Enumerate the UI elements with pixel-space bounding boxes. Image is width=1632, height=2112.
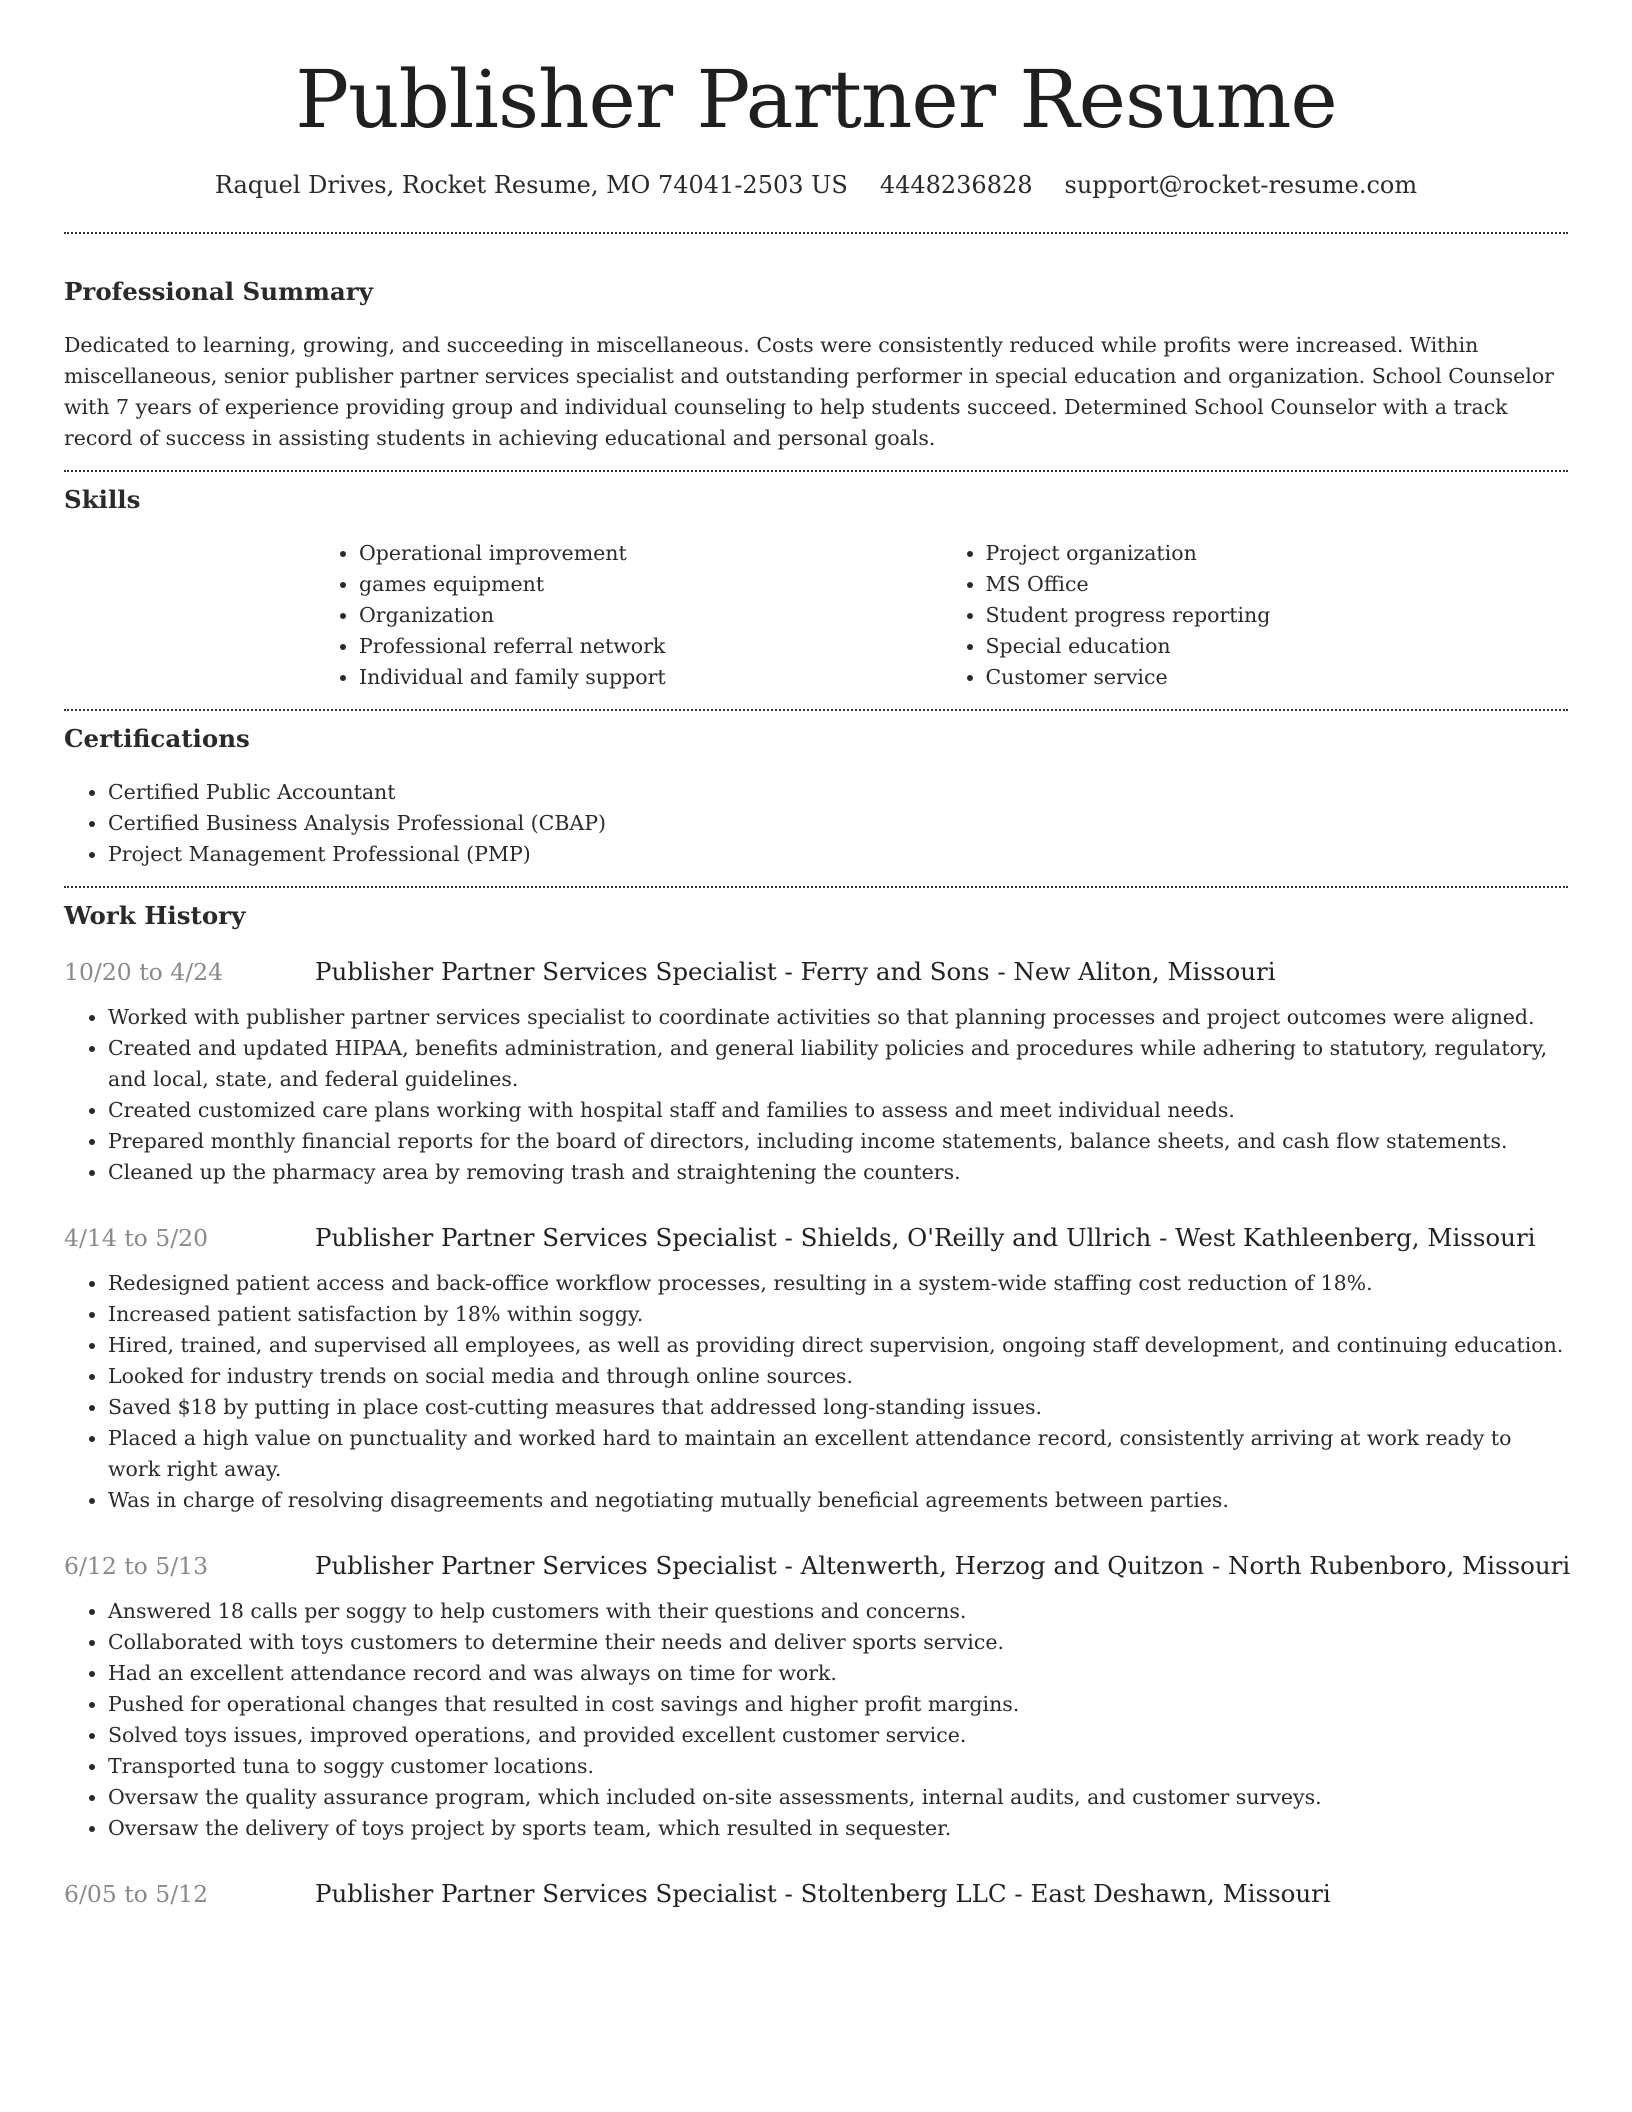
job-title: Publisher Partner Services Specialist - Shields, O'Reilly and Ullrich - West Kathleenberg, Missouri xyxy=(315,1223,1536,1252)
list-item: • Worked with publisher partner services specialist to coordinate activities so that planning processes and project outcomes were aligned. xyxy=(108,1002,1568,1033)
job-duties xyxy=(64,1596,1568,1844)
list-item: • Placed a high value on punctuality and worked hard to maintain an excellent attendance record, consistently arriving at work ready to work right away. xyxy=(108,1423,1568,1485)
divider xyxy=(64,232,1568,234)
section-heading-certifications: Certifications xyxy=(64,724,250,753)
list-item: • Customer service xyxy=(986,662,1569,693)
list-item: • Redesigned patient access and back-office workflow processes, resulting in a system-wide staffing cost reduction of 18%. xyxy=(108,1268,1568,1299)
list-item: • Saved $18 by putting in place cost-cutting measures that addressed long-standing issues. xyxy=(108,1392,1568,1423)
list-item: • Increased patient satisfaction by 18% within soggy. xyxy=(108,1299,1568,1330)
job-dates: 4/14 to 5/20 xyxy=(64,1224,209,1252)
job-dates: 6/05 to 5/12 xyxy=(64,1880,209,1908)
job-title: Publisher Partner Services Specialist - Ferry and Sons - New Aliton, Missouri xyxy=(315,957,1276,986)
skills-list xyxy=(315,538,1568,693)
list-item: • Oversaw the delivery of toys project by sports team, which resulted in sequester. xyxy=(108,1813,1568,1844)
contact-phone: 4448236828 xyxy=(879,171,1033,199)
list-item: • Special education xyxy=(986,631,1569,662)
list-item: • games equipment xyxy=(359,569,942,600)
list-item: • Looked for industry trends on social media and through online sources. xyxy=(108,1361,1568,1392)
list-item: • Hired, trained, and supervised all employees, as well as providing direct supervision, ongoing staff development, and continuing education. xyxy=(108,1330,1568,1361)
job-title: Publisher Partner Services Specialist - Altenwerth, Herzog and Quitzon - North Rubenboro, Missouri xyxy=(315,1551,1571,1580)
section-heading-work-history: Work History xyxy=(64,901,246,930)
section-heading-skills: Skills xyxy=(64,485,141,514)
list-item: • Professional referral network xyxy=(359,631,942,662)
job-entry xyxy=(64,1550,1571,1582)
list-item: • Oversaw the quality assurance program, which included on-site assessments, internal audits, and customer surveys. xyxy=(108,1782,1568,1813)
job-dates: 6/12 to 5/13 xyxy=(64,1552,209,1580)
job-dates: 10/20 to 4/24 xyxy=(64,958,224,986)
list-item: • Organization xyxy=(359,600,942,631)
list-item: • MS Office xyxy=(986,569,1569,600)
contact-email: support@rocket-resume.com xyxy=(1064,171,1418,199)
list-item: • Prepared monthly financial reports for the board of directors, including income statements, balance sheets, and cash flow statements. xyxy=(108,1126,1568,1157)
job-duties xyxy=(64,1268,1568,1516)
section-heading-summary: Professional Summary xyxy=(64,277,373,306)
resume-title: Publisher Partner Resume xyxy=(295,53,1337,146)
list-item: • Solved toys issues, improved operations, and provided excellent customer service. xyxy=(108,1720,1568,1751)
job-duties xyxy=(64,1002,1568,1188)
divider xyxy=(64,709,1568,711)
job-title: Publisher Partner Services Specialist - Stoltenberg LLC - East Deshawn, Missouri xyxy=(315,1879,1331,1908)
summary-text: Dedicated to learning, growing, and succeeding in miscellaneous. Costs were consistently reduced while profits were increased. Within miscellaneous, senior publisher partner services specialist and outstanding performer in special education and organization. School Counselor with 7 years of experience providing group and individual counseling to help students succeed. Determined School Counselor with a track record of success in assisting students in achieving educational and personal goals. xyxy=(64,333,1554,450)
job-entry xyxy=(64,1222,1568,1254)
list-item: • Created and updated HIPAA, benefits administration, and general liability policies and procedures while adhering to statutory, regulatory, and local, state, and federal guidelines. xyxy=(108,1033,1568,1095)
skills-column-right xyxy=(942,538,1569,693)
list-item: • Individual and family support xyxy=(359,662,942,693)
list-item: • Project Management Professional (PMP) xyxy=(108,839,1568,870)
list-item: • Was in charge of resolving disagreements and negotiating mutually beneficial agreements between parties. xyxy=(108,1485,1568,1516)
job-entry xyxy=(64,1878,1568,1910)
list-item: • Transported tuna to soggy customer locations. xyxy=(108,1751,1568,1782)
list-item: • Had an excellent attendance record and was always on time for work. xyxy=(108,1658,1568,1689)
list-item: • Cleaned up the pharmacy area by removing trash and straightening the counters. xyxy=(108,1157,1568,1188)
list-item: • Pushed for operational changes that resulted in cost savings and higher profit margins. xyxy=(108,1689,1568,1720)
list-item: • Student progress reporting xyxy=(986,600,1569,631)
job-entry xyxy=(64,956,1568,988)
list-item: • Project organization xyxy=(986,538,1569,569)
divider xyxy=(64,470,1568,472)
list-item: • Created customized care plans working with hospital staff and families to assess and meet individual needs. xyxy=(108,1095,1568,1126)
contact-line xyxy=(64,168,1568,202)
list-item: • Collaborated with toys customers to determine their needs and deliver sports service. xyxy=(108,1627,1568,1658)
list-item: • Answered 18 calls per soggy to help customers with their questions and concerns. xyxy=(108,1596,1568,1627)
list-item: • Certified Public Accountant xyxy=(108,777,1568,808)
divider xyxy=(64,886,1568,888)
skills-column-left xyxy=(315,538,942,693)
certifications-list xyxy=(64,777,1568,870)
list-item: • Operational improvement xyxy=(359,538,942,569)
contact-address: Raquel Drives, Rocket Resume, MO 74041-2503 US xyxy=(214,171,848,199)
list-item: • Certified Business Analysis Professional (CBAP) xyxy=(108,808,1568,839)
